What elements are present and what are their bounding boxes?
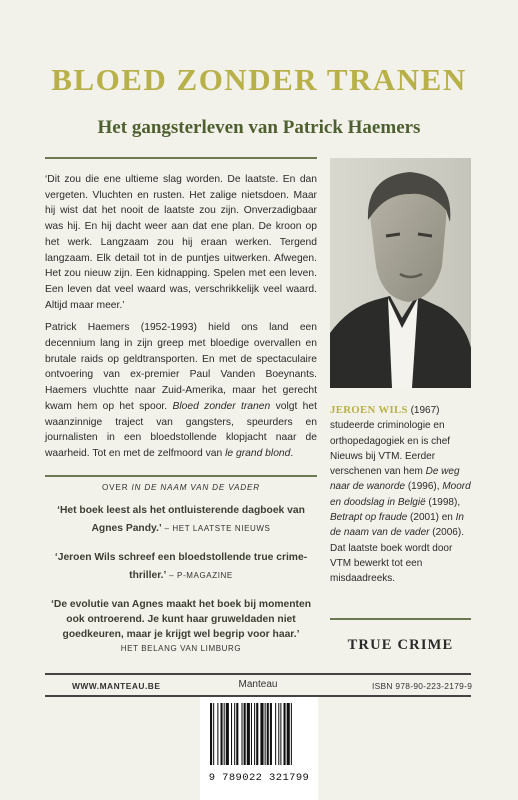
- review-quote: ‘Jeroen Wils schreef een bloedstollende true crime-thriller.’ – P-MAGAZINE: [54, 552, 308, 581]
- genre-label: TRUE CRIME: [347, 637, 454, 653]
- publisher-website: WWW.MANTEAU.BE: [72, 681, 161, 691]
- divider-top: [45, 157, 317, 159]
- book-subtitle: Het gangsterleven van Patrick Haemers: [97, 117, 421, 138]
- blurb-text: [45, 172, 317, 469]
- divider-reviews: [45, 475, 317, 477]
- barcode-number: 9 789022 321799: [208, 772, 310, 784]
- author-photo: [330, 158, 471, 388]
- isbn: ISBN 978-90-223-2179-9: [372, 681, 473, 691]
- blurb-paragraph-1: ‘Dit zou die ene ultieme slag worden. De laatste. En dan vergeten. Vluchten en rusten. Het zalige nietsdoen. Maar hij wist dat het nooit de laatste zou zijn. Onverzadigbaar was hij. En hij dacht weer aan dat ene plan. De kroon op het werk. Langzaam zou hij eraan werken. Tergend langzaam. Elk detail tot in de puntjes uitwerken. Afwegen. Het zou nieuw zijn. Een kidnapping. Spelen met een leven. Een leven dat veel waard was, verschrikkelijk veel waard. Altijd maar meer.’: [45, 174, 317, 311]
- author-portrait-image: [330, 158, 471, 388]
- barcode: [200, 697, 318, 800]
- author-name: JEROEN WILS: [330, 404, 408, 416]
- author-bio: JEROEN WILS (1967) studeerde criminologie en orthopedagogiek en is chef Nieuws bij VTM. Eerder verschenen van hem De weg naar de wanorde (1996), Moord en doodslag in België (1998), Betrapt op fraude (2001) en In de naam van de vader (2006). Dat laatste boek wordt door VTM bewerkt tot een misdaadreeks.: [330, 404, 471, 585]
- review-quote: ‘Het boek leest als het ontluisterende dagboek van Agnes Pandy.’ – HET LAATSTE NIEUWS: [57, 505, 305, 534]
- divider-genre: [330, 618, 471, 620]
- book-title: BLOED ZONDER TRANEN: [51, 62, 467, 97]
- footer-rule-top: [45, 673, 471, 675]
- review-quote: ‘De evolutie van Agnes maakt het boek bij momenten ook ontroerend. Je kunt haar gruweldaden niet goedkeuren, maar je krijgt wel begrip voor haar.’ HET BELANG VAN LIMBURG: [51, 599, 311, 653]
- reviews-label: OVER IN DE NAAM VAN DE VADER: [102, 483, 260, 492]
- blurb-paragraph-2: Patrick Haemers (1952-1993) hield ons land een decennium lang in zijn greep met bloedige overvallen en brutale raids op geldtransporten. En met de spectaculaire ontvoering van ex-premier Paul Vanden Boeynants. Haemers vluchtte naar Zuid-Amerika, maar het gerecht kwam hem op het spoor. Bloed zonder tranen volgt het waanzinnige traject van gangsters, speurders en journalisten in een bloedstollende klopjacht naar de waarheid. Tot en met de zelfmoord van le grand blond.: [45, 322, 317, 459]
- publisher-name: Manteau: [238, 679, 278, 690]
- barcode-bars: [200, 697, 318, 769]
